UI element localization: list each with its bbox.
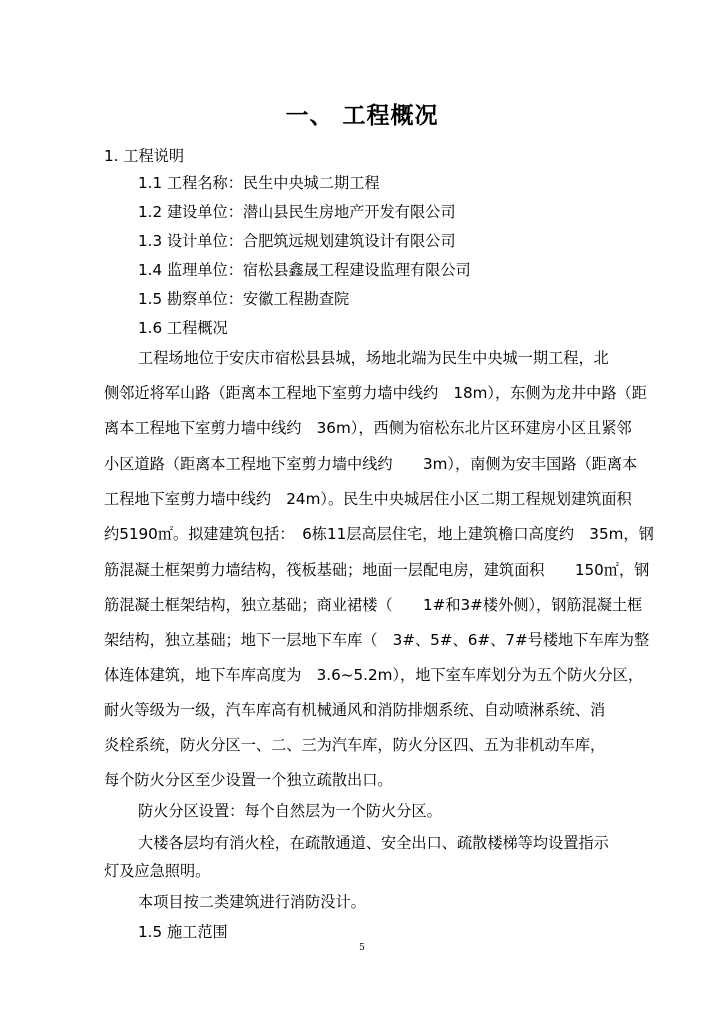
paragraph-line: 筋混凝土框架剪力墙结构，筏板基础；地面一层配电房，建筑面积 150㎡，钢 xyxy=(104,561,650,579)
paragraph-line: 耐火等级为一级，汽车库高有机械通风和消防排烟系统、自动喷淋系统、消 xyxy=(104,701,606,719)
item-supervisor: 1.4 监理单位：宿松县鑫晟工程建设监理有限公司 xyxy=(138,261,471,279)
paragraph-line: 筋混凝土框架结构，独立基础；商业裙楼（ 1#和3#楼外侧），钢筋混凝土框 xyxy=(104,596,643,614)
paragraph-line: 工程场地位于安庆市宿松县县城，场地北端为民生中央城一期工程，北 xyxy=(138,349,609,367)
item-survey: 1.5 勘察单位：安徽工程勘查院 xyxy=(138,290,350,308)
page-title: 一、 工程概况 xyxy=(285,103,439,129)
section-heading: 1. 工程说明 xyxy=(104,147,185,165)
item-project-name: 1.1 工程名称：民生中央城二期工程 xyxy=(138,174,380,192)
paragraph-line: 工程地下室剪力墙中线约 24m）。民生中央城居住小区二期工程规划建筑面积 xyxy=(104,490,632,508)
paragraph-line: 体连体建筑，地下车库高度为 3.6~5.2m），地下室车库划分为五个防火分区， xyxy=(104,666,644,684)
paragraph-line: 侧邻近将军山路（距离本工程地下室剪力墙中线约 18m），东侧为龙井中路（距 xyxy=(104,384,647,402)
paragraph-line: 架结构，独立基础；地下一层地下车库（ 3#、5#、6#、7#号楼地下车库为整 xyxy=(104,631,650,649)
hydrant-line: 灯及应急照明。 xyxy=(104,862,211,880)
paragraph-line: 离本工程地下室剪力墙中线约 36m），西侧为宿松东北片区环建房小区且紧邻 xyxy=(104,419,632,437)
paragraph-line: 约5190㎡。拟建建筑包括： 6栋11层高层住宅，地上建筑檐口高度约 35m，钢 xyxy=(104,525,654,543)
design-line: 本项目按二类建筑进行消防没计。 xyxy=(138,893,366,911)
item-overview: 1.6 工程概况 xyxy=(138,319,228,337)
paragraph-line: 炎栓系统，防火分区一、二、三为汽车库，防火分区四、五为非机动车库， xyxy=(104,736,606,754)
item-builder: 1.2 建设单位：潜山县民生房地产开发有限公司 xyxy=(138,203,456,221)
page-number: 5 xyxy=(359,943,365,953)
construction-scope-heading: 1.5 施工范围 xyxy=(138,923,228,941)
item-designer: 1.3 设计单位：合肥筑远规划建筑设计有限公司 xyxy=(138,232,456,250)
hydrant-line: 大楼各层均有消火栓，在疏散通道、安全出口、疏散楼梯等均设置指示 xyxy=(138,834,609,852)
fire-zone-line: 防火分区设置：每个自然层为一个防火分区。 xyxy=(138,802,442,820)
paragraph-line: 小区道路（距离本工程地下室剪力墙中线约 3m），南侧为安丰国路（距离本 xyxy=(104,455,638,473)
paragraph-line: 每个防火分区至少设置一个独立疏散出口。 xyxy=(104,771,393,789)
